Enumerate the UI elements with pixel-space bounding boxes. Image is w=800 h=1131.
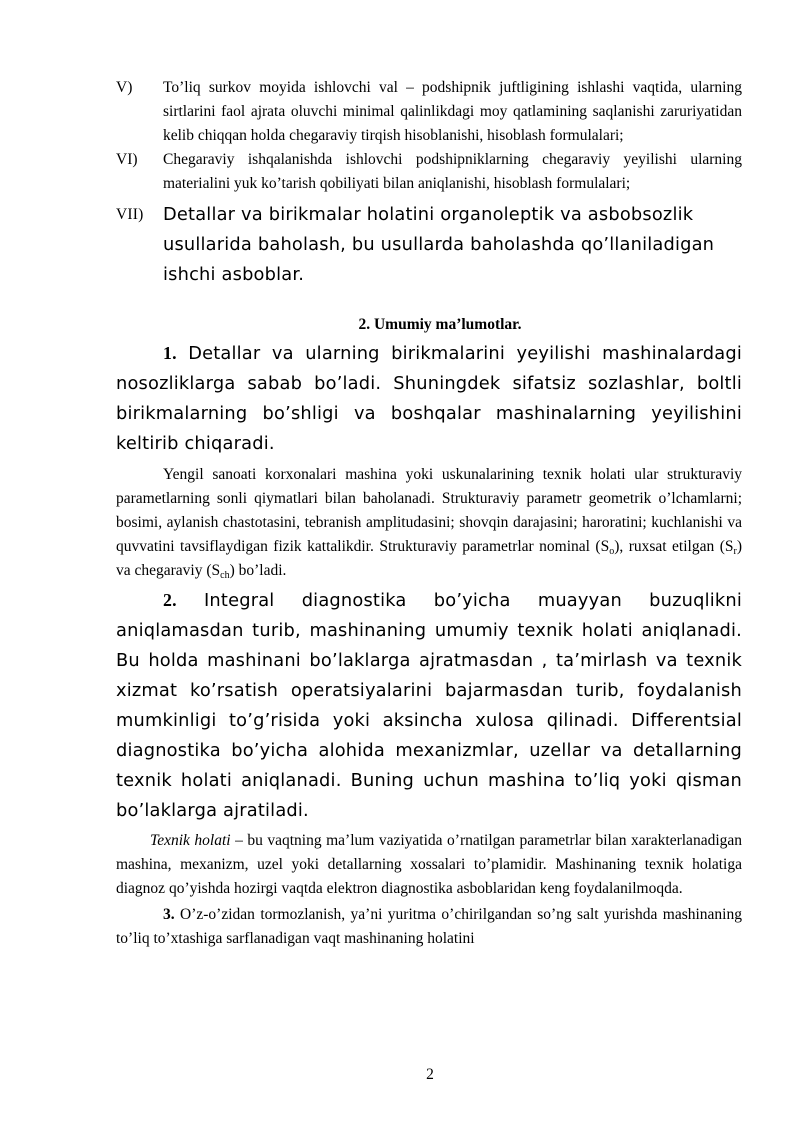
list-text: Chegaraviy ishqalanishda ishlovchi podshipniklarning chegaraviy yeyilishi ularning materialini yuk ko’tarish qobiliyati bilan aniqlanishi, hisoblash formulalari; bbox=[163, 151, 742, 192]
paragraph-1 bbox=[116, 338, 742, 459]
list-marker: V) bbox=[116, 79, 133, 96]
paragraph-number: 3. bbox=[163, 906, 175, 923]
subscript: o bbox=[609, 546, 615, 557]
page-number: 2 bbox=[426, 1066, 434, 1083]
paragraph-4 bbox=[116, 829, 742, 901]
term: Texnik holati bbox=[150, 832, 231, 849]
paragraph-text: Yengil sanoati korxonalari mashina yoki uskunalarining texnik holati ular strukturaviy parametlarning sonli qiymatlari bilan baholanadi. Strukturaviy parametr geometrik o’lchamlarni; bosimi, aylanish chastotasini, tebranish amplitudasini; shovqin darajasini; haroratini; kuchlanishi va quvvatini tavsiflaydigan fizik kattalikdir. Strukturaviy parametrlar nominal (S bbox=[116, 466, 742, 555]
document-page bbox=[116, 76, 742, 951]
list-marker: VII) bbox=[116, 206, 144, 223]
paragraph-text: – bu vaqtning ma’lum vaziyatida o’rnatilgan parametrlar bilan xarakterlanadigan mashina, mexanizm, uzel yoki detallarning xossalari to’plamidir. Mashinaning texnik holatiga diagnoz qo’yishda hozirgi vaqtda elektron diagnostika asboblaridan keng foydalanilmoqda. bbox=[116, 832, 743, 897]
paragraph-number: 1. bbox=[163, 343, 177, 363]
subscript: r bbox=[733, 546, 737, 557]
list-item bbox=[116, 76, 742, 148]
paragraph-5 bbox=[116, 903, 742, 951]
paragraph-text: Integral diagnostika bo’yicha muayyan buzuqlikni aniqlamasdan turib, mashinaning umumiy texnik holati aniqlanadi. Bu holda mashinani bo’laklarga ajratmasdan , ta’mirlash va texnik xizmat ko’rsatish operatsiyalarini bajarmasdan turib, foydalanish mumkinligi to’g’risida yoki aksincha xulosa qilinadi. Differentsial diagnostika bo’yicha alohida mexanizmlar, uzellar va detallarning texnik holati aniqlanadi. Buning uchun mashina to’liq yoki qisman bo’laklarga ajratiladi. bbox=[116, 590, 742, 821]
list-text: Detallar va birikmalar holatini organoleptik va asbobsozlik usullarida baholash, bu usullarda baholashda qo’llaniladigan ishchi asboblar. bbox=[163, 204, 715, 285]
paragraph-number: 2. bbox=[163, 590, 177, 610]
paragraph-text: ) bo’ladi. bbox=[229, 562, 287, 579]
paragraph-3 bbox=[116, 585, 742, 826]
section-title: 2. Umumiy ma’lumotlar. bbox=[358, 316, 522, 333]
paragraph-2 bbox=[116, 463, 742, 583]
list-marker: VI) bbox=[116, 151, 138, 168]
list-item bbox=[116, 148, 742, 196]
list-text: To’liq surkov moyida ishlovchi val – podshipnik juftligining ishlashi vaqtida, ularning sirtlarini faol ajrata oluvchi minimal qalinlikdagi moy qatlamining saqlanishi zaruriyatidan kelib chiqqan holda chegaraviy tirqish hisoblanishi, hisoblash formulalari; bbox=[163, 79, 742, 144]
paragraph-text: ), ruxsat etilgan (S bbox=[614, 538, 734, 555]
subscript: ch bbox=[220, 570, 230, 581]
paragraph-text: Detallar va ularning birikmalarini yeyilishi mashinalardagi nosozliklarga sabab bo’ladi. Shuningdek sifatsiz sozlashlar, boltli birikmalarning bo’shligi va boshqalar mashinalarning yeyilishini keltirib chiqaradi. bbox=[116, 343, 742, 454]
paragraph-text: O’z-o’zidan tormozlanish, ya’ni yuritma o’chirilgandan so’ng salt yurishda mashinaning to’liq to’xtashiga sarflanadigan vaqt mashinaning holatini bbox=[116, 906, 742, 947]
list-item bbox=[116, 200, 742, 290]
paragraph-text: ) va chegaraviy (S bbox=[116, 538, 742, 579]
